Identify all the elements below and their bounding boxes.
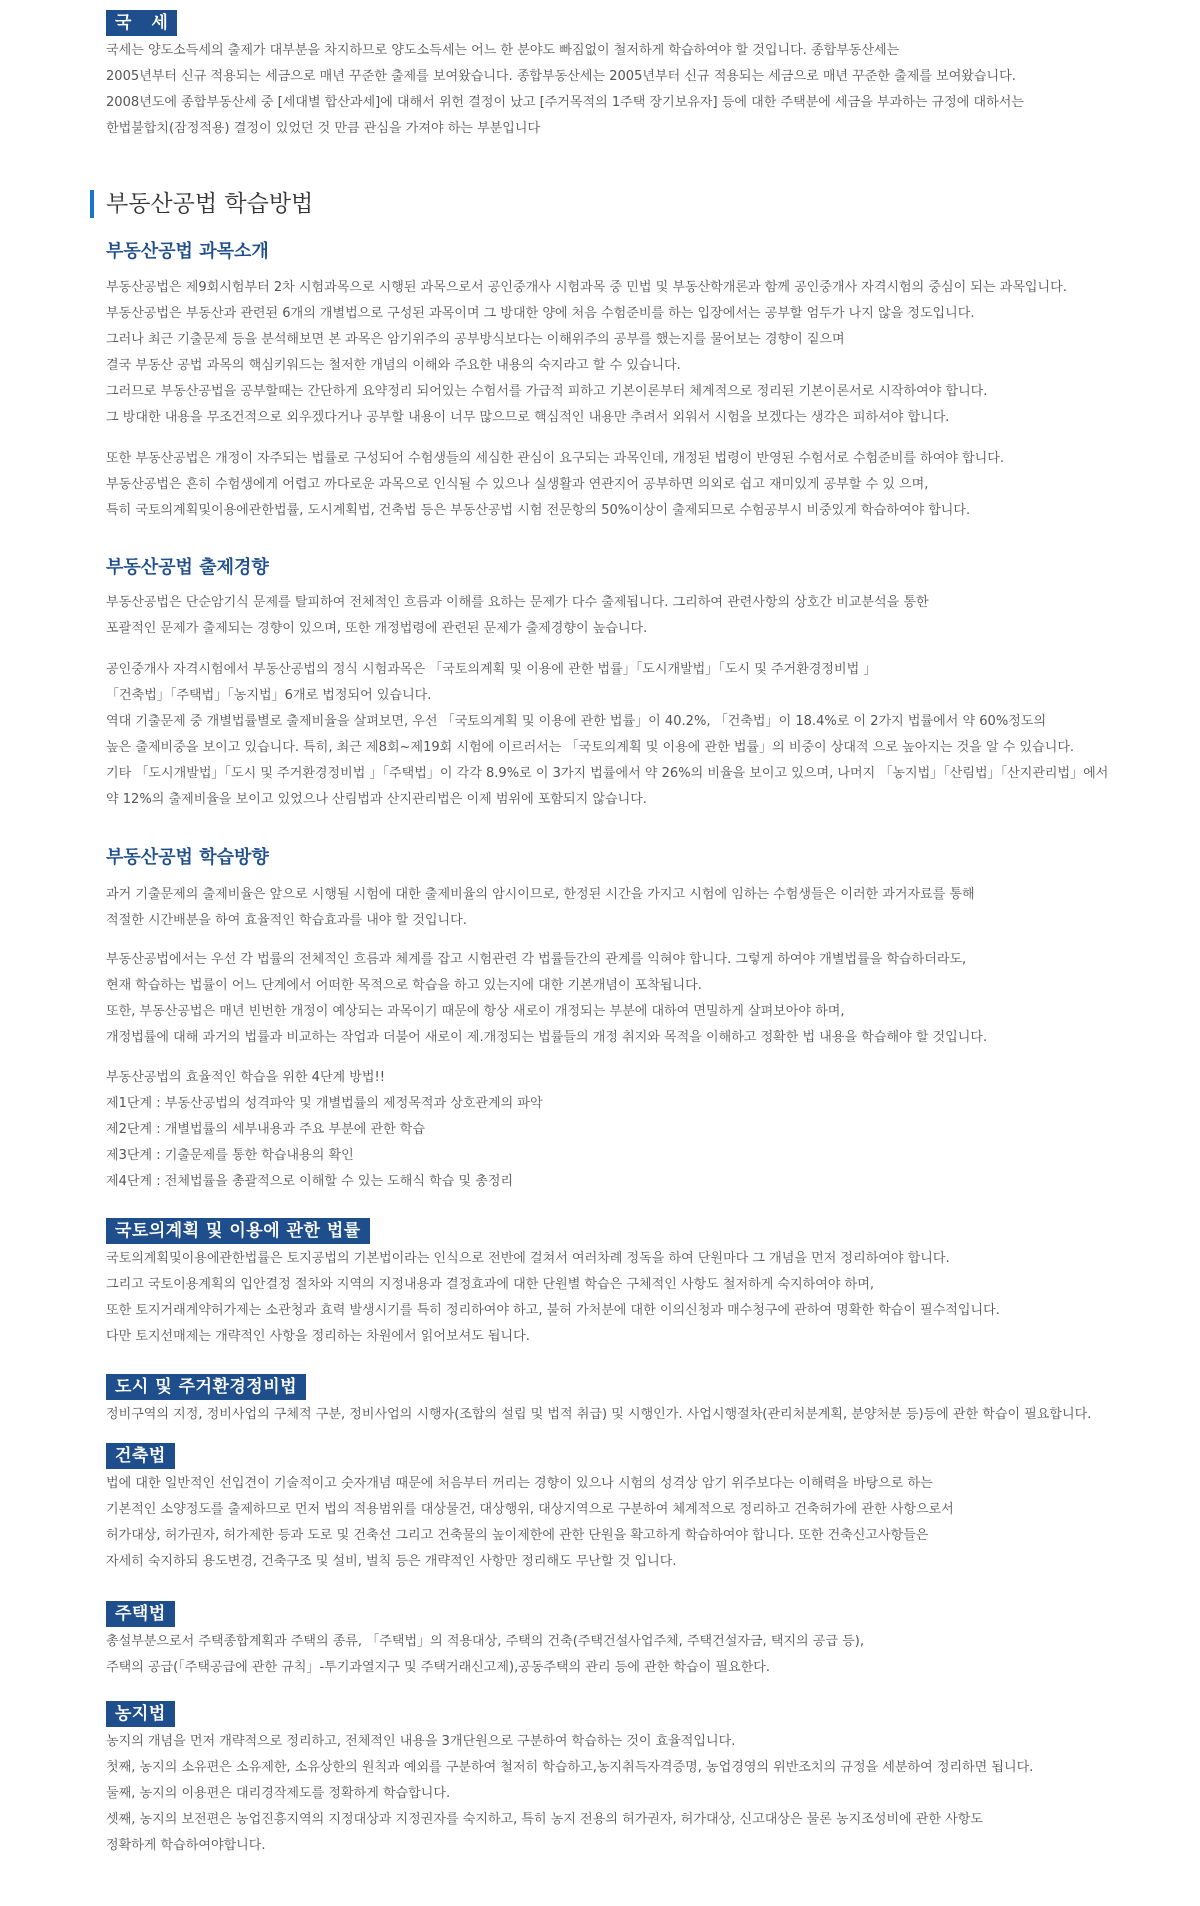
- building-act-text: [106, 1471, 1200, 1575]
- direction-paragraph-2: [106, 947, 1200, 1051]
- text-line: 기타 「도시개발법」「도시 및 주거환경정비법 」「주택법」이 각각 8.9%로 이 3가지 법률에서 약 26%의 비율을 보이고 있으며, 나머지 「농지법」「산림법」「산지관리법」에서: [106, 766, 1109, 781]
- text-line: 2008년도에 종합부동산세 중 [세대별 합산과세]에 대해서 위헌 결정이 났고 [주거목적의 1주택 장기보유자] 등에 대한 주택분에 세금을 부과하는 규정에 대하서는: [106, 95, 1024, 110]
- text-line: 부동산공법은 흔히 수험생에게 어렵고 까다로운 과목으로 인식될 수 있으나 실생활과 연관지어 공부하면 의외로 쉽고 재미있게 공부할 수 있 으며,: [106, 477, 929, 492]
- badge-housing-act: 주택법: [106, 1601, 175, 1627]
- text-line: 그러나 최근 기출문제 등을 분석해보면 본 과목은 암기위주의 공부방식보다는 이해위주의 공부를 했는지를 물어보는 경향이 짙으며: [106, 332, 845, 347]
- introduction-paragraph-1: [106, 275, 1200, 431]
- text-line: 총설부분으로서 주택종합계획과 주택의 종류, 「주택법」의 적용대상, 주택의 건축(주택건설사업주체, 주택건설자금, 택지의 공급 등),: [106, 1634, 865, 1649]
- section-title: 부동산공법 학습방법: [90, 190, 313, 218]
- text-line: 다만 토지선매제는 개략적인 사항을 정리하는 차원에서 읽어보셔도 됩니다.: [106, 1329, 530, 1344]
- badge-urban-redevelopment-act: 도시 및 주거환경정비법: [106, 1374, 306, 1400]
- subtitle-study-direction: 부동산공법 학습방향: [106, 847, 269, 868]
- national-tax-text: [106, 38, 1200, 142]
- text-line: 결국 부동산 공법 과목의 핵심키워드는 철저한 개념의 이해와 주요한 내용의 숙지라고 할 수 있습니다.: [106, 358, 681, 373]
- trend-paragraph-1: [106, 590, 1200, 642]
- text-line: 부동산공법은 부동산과 관련된 6개의 개별법으로 구성된 과목이며 그 방대한 양에 처음 수험준비를 하는 입장에서는 공부할 엄두가 나지 않을 정도입니다.: [106, 306, 975, 321]
- text-line: 자세히 숙지하되 용도변경, 건축구조 및 설비, 벌칙 등은 개략적인 사항만 정리해도 무난할 것 입니다.: [106, 1554, 677, 1569]
- text-line: 한법불합치(잠정적용) 결정이 있었던 것 만큼 관심을 가져야 하는 부분입니다: [106, 121, 541, 136]
- step-item: 제2단계 : 개별법률의 세부내용과 주요 부분에 관한 학습: [106, 1122, 426, 1137]
- text-line: 적절한 시간배분을 하여 효율적인 학습효과를 내야 할 것입니다.: [106, 913, 467, 928]
- text-line: 특히 국토의계획및이용에관한법률, 도시계획법, 건축법 등은 부동산공법 시험 전문항의 50%이상이 출제되므로 수험공부시 비중있게 학습하여야 합니다.: [106, 503, 971, 518]
- text-line: 첫째, 농지의 소유편은 소유제한, 소유상한의 원칙과 예외를 구분하여 철저히 학습하고,농지취득자격증명, 농업경영의 위반조치의 규정을 세분하여 정리하면 됩니다.: [106, 1760, 1034, 1775]
- subtitle-exam-trend: 부동산공법 출제경향: [106, 557, 269, 578]
- text-line: 그러므로 부동산공법을 공부할때는 간단하게 요약정리 되어있는 수험서를 가급적 피하고 기본이론부터 체계적으로 정리된 기본이론서로 시작하여야 합니다.: [106, 384, 988, 399]
- text-line: 둘째, 농지의 이용편은 대리경작제도를 정확하게 학습합니다.: [106, 1786, 451, 1801]
- text-line: 높은 출제비중을 보이고 있습니다. 특히, 최근 제8회~제19회 시험에 이르러서는 「국토의계획 및 이용에 관한 법률」의 비중이 상대적 으로 높아지는 것을 알 수 있습니다.: [106, 740, 1075, 755]
- text-line: 부동산공법은 단순암기식 문제를 탈피하여 전체적인 흐름과 이해를 요하는 문제가 다수 출제됩니다. 그리하여 관련사항의 상호간 비교분석을 통한: [106, 595, 929, 610]
- text-line: 셋째, 농지의 보전편은 농업진흥지역의 지정대상과 지정권자를 숙지하고, 특히 농지 전용의 허가권자, 허가대상, 신고대상은 물론 농지조성비에 관한 사항도: [106, 1812, 983, 1827]
- urban-redevelopment-text: [106, 1402, 1200, 1428]
- text-line: 기본적인 소양정도를 출제하므로 먼저 법의 적용범위를 대상물건, 대상행위, 대상지역으로 구분하여 체계적으로 정리하고 건축허가에 관한 사항으로서: [106, 1502, 954, 1517]
- text-line: 또한 부동산공법은 개정이 자주되는 법률로 구성되어 수험생들의 세심한 관심이 요구되는 과목인데, 개정된 법령이 반영된 수험서로 수험준비를 하여야 합니다.: [106, 451, 1005, 466]
- text-line: 정확하게 학습하여야합니다.: [106, 1838, 266, 1853]
- badge-national-land-planning-act: 국토의계획 및 이용에 관한 법률: [106, 1218, 370, 1244]
- text-line: 농지의 개념을 먼저 개략적으로 정리하고, 전체적인 내용을 3개단원으로 구분하여 학습하는 것이 효율적입니다.: [106, 1734, 736, 1749]
- direction-paragraph-1: [106, 882, 1200, 934]
- subtitle-introduction: 부동산공법 과목소개: [106, 241, 269, 262]
- text-line: 주택의 공급(「주택공급에 관한 규칙」-투기과열지구 및 주택거래신고제),공동주택의 관리 등에 관한 학습이 필요한다.: [106, 1660, 770, 1675]
- text-line: 약 12%의 출제비율을 보이고 있었으나 산림법과 산지관리법은 이제 범위에 포함되지 않습니다.: [106, 792, 647, 807]
- step-item: 제4단계 : 전체법률을 총괄적으로 이해할 수 있는 도해식 학습 및 총정리: [106, 1174, 514, 1189]
- text-line: 그 방대한 내용을 무조건적으로 외우겠다거나 공부할 내용이 너무 많으므로 핵심적인 내용만 추려서 외워서 시험을 보겠다는 생각은 피하셔야 합니다.: [106, 410, 950, 425]
- text-line: 법에 대한 일반적인 선입견이 기술적이고 숫자개념 때문에 처음부터 꺼리는 경향이 있으나 시험의 성격상 암기 위주보다는 이해력을 바탕으로 하는: [106, 1476, 933, 1491]
- farmland-act-text: [106, 1729, 1200, 1859]
- housing-act-text: [106, 1629, 1200, 1681]
- badge-farmland-act: 농지법: [106, 1701, 175, 1727]
- text-line: 국토의계획및이용에관한법률은 토지공법의 기본법이라는 인식으로 전반에 걸쳐서 여러차례 정독을 하여 단원마다 그 개념을 먼저 정리하여야 합니다.: [106, 1251, 950, 1266]
- introduction-paragraph-2: [106, 446, 1200, 524]
- text-line: 개정법률에 대해 과거의 법률과 비교하는 작업과 더불어 새로이 제.개정되는 법률들의 개정 취지와 목적을 이해하고 정확한 법 내용을 학습해야 할 것입니다.: [106, 1030, 988, 1045]
- text-line: 부동산공법은 제9회시험부터 2차 시험과목으로 시행된 과목으로서 공인중개사 시험과목 중 민법 및 부동산학개론과 함께 공인중개사 자격시험의 중심이 되는 과목입니다.: [106, 280, 1067, 295]
- badge-building-act: 건축법: [106, 1443, 175, 1469]
- text-line: 부동산공법에서는 우선 각 법률의 전체적인 흐름과 체계를 잡고 시험관련 각 법률들간의 관계를 익혀야 합니다. 그렇게 하여야 개별법률을 학습하더라도,: [106, 952, 967, 967]
- text-line: 현재 학습하는 법률이 어느 단계에서 어떠한 목적으로 학습을 하고 있는지에 대한 기본개념이 포착됩니다.: [106, 978, 702, 993]
- text-line: 부동산공법의 효율적인 학습을 위한 4단계 방법!!: [106, 1070, 385, 1085]
- text-line: 「건축법」「주택법」「농지법」6개로 법정되어 있습니다.: [106, 688, 432, 703]
- text-line: 또한, 부동산공법은 매년 빈번한 개정이 예상되는 과목이기 때문에 항상 새로이 개정되는 부분에 대하여 면밀하게 살펴보아야 하며,: [106, 1004, 845, 1019]
- text-line: 그리고 국토이용계획의 입안결정 절차와 지역의 지정내용과 결정효과에 대한 단원별 학습은 구체적인 사항도 철저하게 숙지하여야 하며,: [106, 1277, 874, 1292]
- text-line: 과거 기출문제의 출제비율은 앞으로 시행될 시험에 대한 출제비율의 암시이므로, 한정된 시간을 가지고 시험에 임하는 수험생들은 이러한 과거자료를 통해: [106, 887, 975, 902]
- text-line: 포괄적인 문제가 출제되는 경향이 있으며, 또한 개정법령에 관련된 문제가 출제경향이 높습니다.: [106, 621, 648, 636]
- text-line: 허가대상, 허가권자, 허가제한 등과 도로 및 건축선 그리고 건축물의 높이제한에 관한 단원을 확고하게 학습하여야 합니다. 또한 건축신고사항들은: [106, 1528, 929, 1543]
- trend-paragraph-2: [106, 657, 1200, 813]
- national-land-planning-text: [106, 1246, 1200, 1350]
- badge-national-tax: 국 세: [106, 10, 177, 36]
- step-item: 제1단계 : 부동산공법의 성격파악 및 개별법률의 제정목적과 상호관계의 파악: [106, 1096, 543, 1111]
- text-line: 정비구역의 지정, 정비사업의 구체적 구분, 정비사업의 시행자(조합의 설립 및 법적 취급) 및 시행인가. 사업시행절차(관리처분계획, 분양처분 등)등에 관한 학습이 필요합니다.: [106, 1407, 1092, 1422]
- text-line: 국세는 양도소득세의 출제가 대부분을 차지하므로 양도소득세는 어느 한 분야도 빠짐없이 철저하게 학습하여야 할 것입니다. 종합부동산세는: [106, 43, 900, 58]
- direction-four-steps: [106, 1065, 1200, 1195]
- text-line: 역대 기출문제 중 개별법률별로 출제비율을 살펴보면, 우선 「국토의계획 및 이용에 관한 법률」이 40.2%, 「건축법」이 18.4%로 이 2가지 법률에서 약 60%정도의: [106, 714, 1047, 729]
- step-item: 제3단계 : 기출문제를 통한 학습내용의 확인: [106, 1148, 354, 1163]
- text-line: 공인중개사 자격시험에서 부동산공법의 정식 시험과목은 「국토의계획 및 이용에 관한 법률」「도시개발법」「도시 및 주거환경정비법 」: [106, 662, 877, 677]
- text-line: 또한 토지거래계약허가제는 소관청과 효력 발생시기를 특히 정리하여야 하고, 불허 가처분에 대한 이의신청과 매수청구에 관하여 명확한 학습이 필수적입니다.: [106, 1303, 1000, 1318]
- text-line: 2005년부터 신규 적용되는 세금으로 매년 꾸준한 출제를 보여왔습니다. 종합부동산세는 2005년부터 신규 적용되는 세금으로 매년 꾸준한 출제를 보여왔습니다.: [106, 69, 1016, 84]
